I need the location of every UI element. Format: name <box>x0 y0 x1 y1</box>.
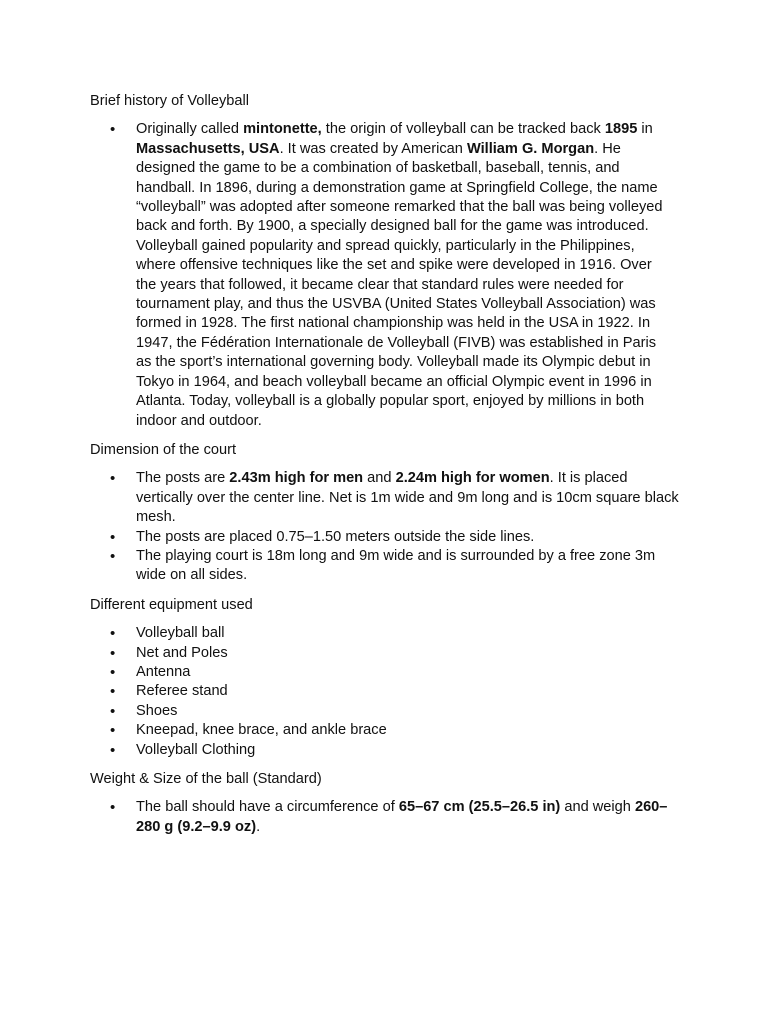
text-run: in <box>637 121 653 138</box>
section-heading: Brief history of Volleyball <box>90 93 249 109</box>
text-run: Volleyball Clothing <box>136 741 256 758</box>
text-run: The posts are <box>136 470 230 487</box>
bold-text-run: 2.24m high for women <box>395 470 550 487</box>
section-equipment <box>90 596 680 760</box>
list-item <box>90 682 680 701</box>
section-ball-weight-size <box>90 770 680 837</box>
text-run: Volleyball ball <box>136 625 225 642</box>
text-run: . He designed the game to be a combination of basketball, baseball, tennis, and handball. In 1896, during a demonstration game at Springfield College, the name “volleyball” was adopted after someone remarked that the ball was being volleyed back and forth. By 1900, a specially designed ball for the game was introduced. Volleyball gained popularity and spread quickly, particularly in the Philippines, where offensive techniques like the set and spike were developed in 1916. Over the years that followed, it became clear that standard rules were needed for tournament play, and thus the USVBA (United States Volleyball Association) was formed in 1928. The first national championship was held in the USA in 1922. In 1947, the Fédération Internationale de Volleyball (FIVB) was established in Paris as the sport’s international governing body. Volleyball made its Olympic debut in Tokyo in 1964, and beach volleyball became an official Olympic event in 1996 in Atlanta. Today, volleyball is a globally popular sport, enjoyed by millions in both indoor and outdoor. <box>136 140 663 429</box>
section-heading: Different equipment used <box>90 596 253 613</box>
bold-text-run: 2.43m high for men <box>229 470 364 487</box>
section-heading: Dimension of the court <box>90 441 237 458</box>
list-item <box>90 120 680 431</box>
bold-text-run: mintonette, <box>243 121 322 138</box>
list-item <box>90 798 680 837</box>
list-item <box>90 741 680 760</box>
list-item <box>90 469 680 527</box>
section-history <box>90 92 680 431</box>
list-item <box>90 721 680 740</box>
bullet-list <box>90 798 680 837</box>
text-run: . <box>256 818 261 835</box>
text-run: Referee stand <box>136 683 228 700</box>
text-run: The playing court is 18m long and 9m wide and is surrounded by a free zone 3m wide on all sides. <box>136 547 656 584</box>
bold-text-run: 65–67 cm (25.5–26.5 in) <box>398 799 561 816</box>
list-item <box>90 528 680 547</box>
section-court-dimension <box>90 441 680 586</box>
bold-text-run: Massachusetts, USA <box>136 140 280 157</box>
document-page <box>90 92 680 847</box>
text-run: The ball should have a circumference of <box>136 799 399 816</box>
text-run: Kneepad, knee brace, and ankle brace <box>136 722 387 739</box>
text-run: Antenna <box>136 663 191 680</box>
list-item <box>90 702 680 721</box>
bullet-list <box>90 624 680 760</box>
text-run: Shoes <box>136 702 178 719</box>
list-item <box>90 547 680 586</box>
bold-text-run: William G. Morgan <box>466 140 595 157</box>
list-item <box>90 663 680 682</box>
list-item <box>90 624 680 643</box>
text-run: and weigh <box>560 799 635 816</box>
text-run: the origin of volleyball can be tracked back <box>321 121 605 138</box>
text-run: . It was created by American <box>279 140 467 157</box>
text-run: and <box>363 470 396 487</box>
text-run: Net and Poles <box>136 644 228 661</box>
bullet-list <box>90 469 680 585</box>
text-run: Originally called <box>136 121 244 138</box>
bold-text-run: 260–280 g (9.2–9.9 oz) <box>136 799 668 835</box>
list-item <box>90 644 680 663</box>
text-run: . It is placed vertically over the center line. Net is 1m wide and 9m long and is 10cm square black mesh. <box>136 470 679 526</box>
bullet-list <box>90 120 680 431</box>
section-heading: Weight & Size of the ball (Standard) <box>90 771 322 787</box>
text-run: The posts are placed 0.75–1.50 meters outside the side lines. <box>136 528 535 545</box>
bold-text-run: 1895 <box>604 121 638 138</box>
